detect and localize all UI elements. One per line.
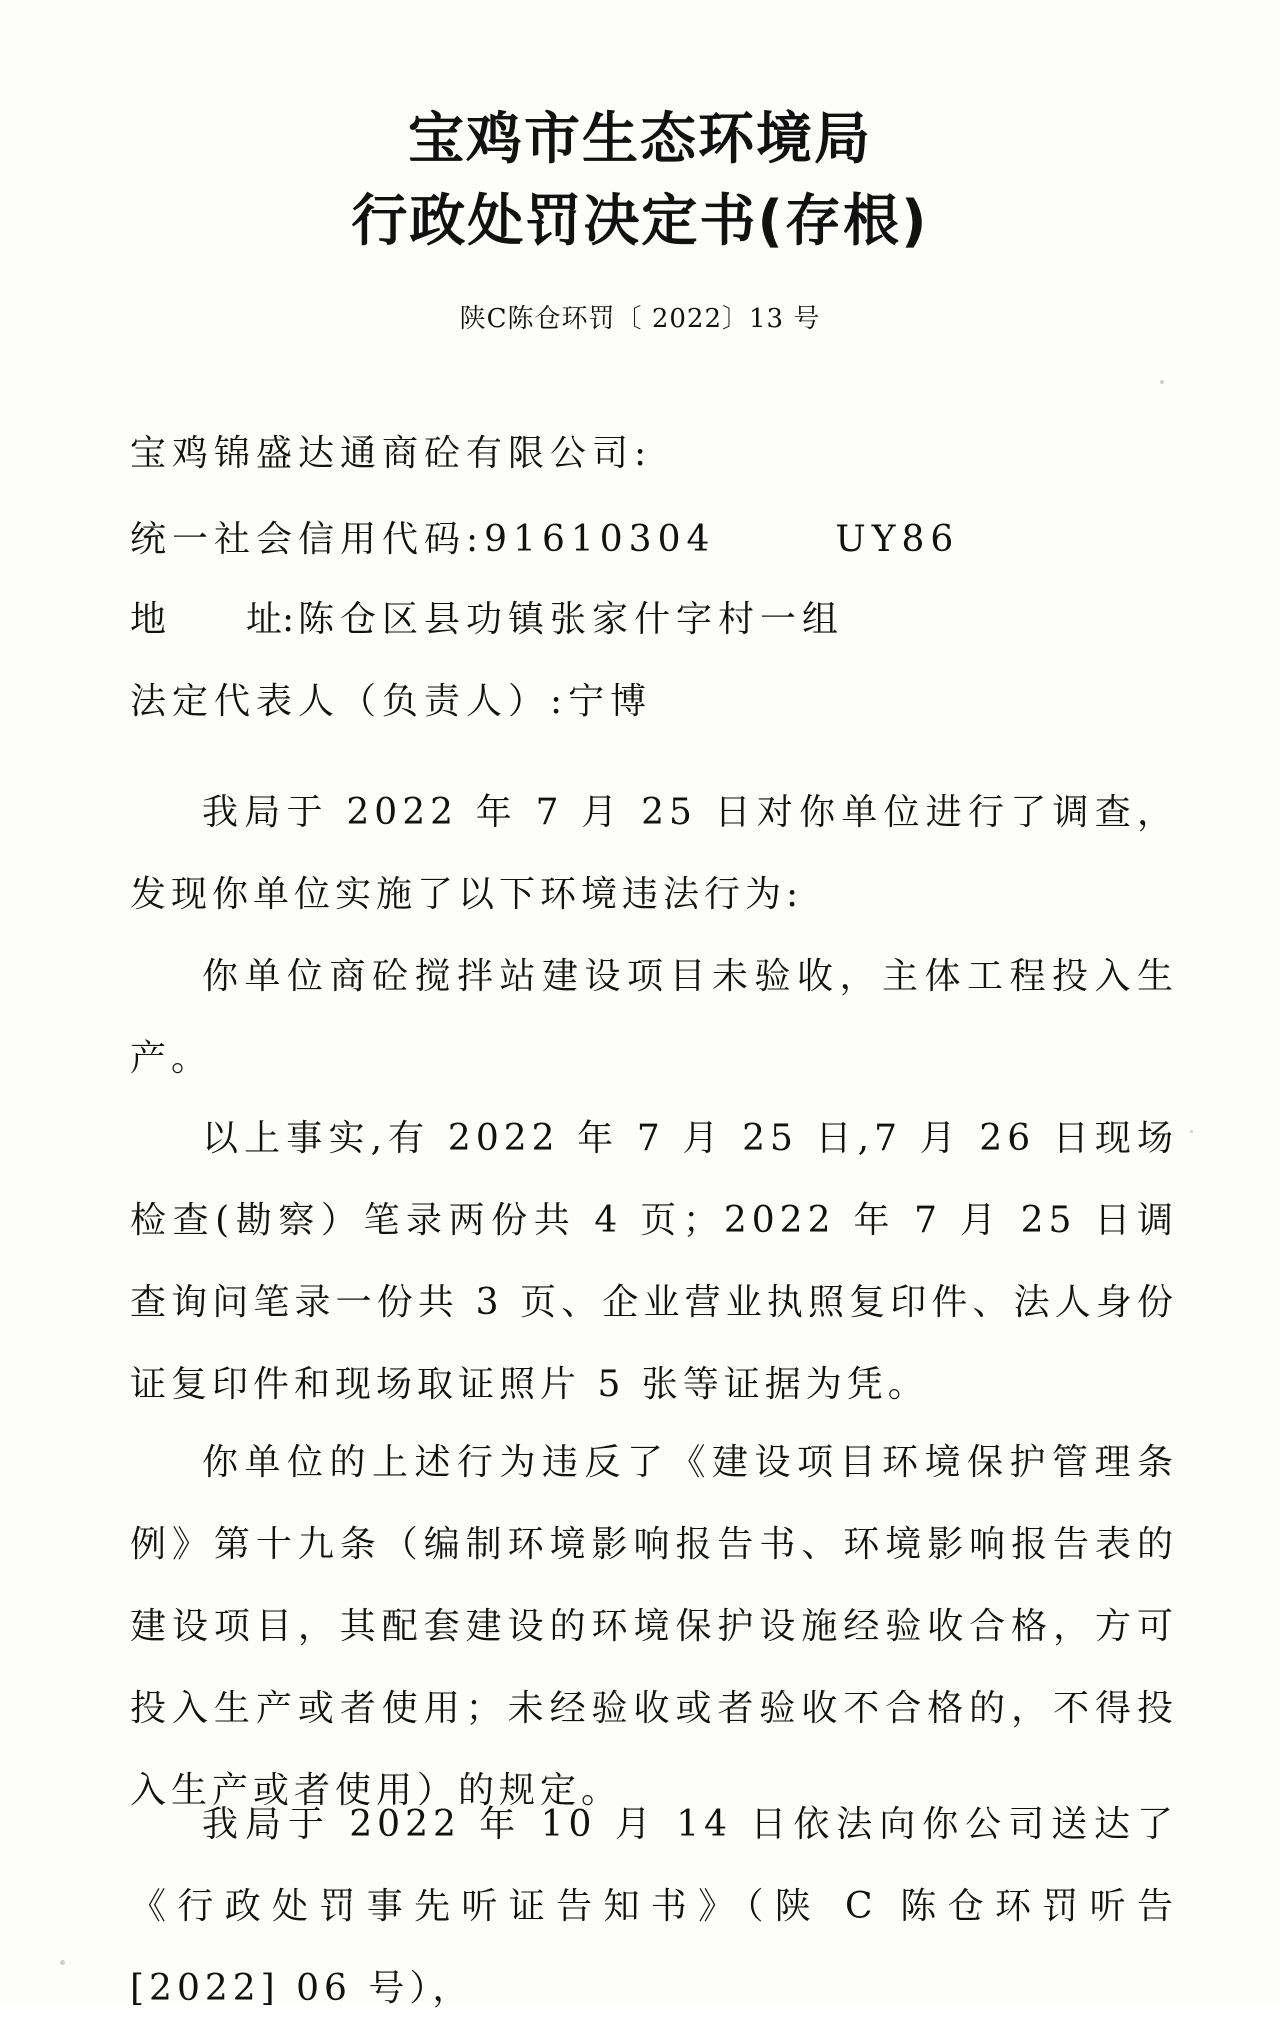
- credit-code-part2: UY86: [835, 519, 960, 560]
- paragraph-investigation: 我局于 2022 年 7 月 25 日对你单位进行了调查，发现你单位实施了以下环境违法行为:: [130, 792, 1178, 915]
- recipient-company: 宝鸡锦盛达通商砼有限公司:: [130, 433, 653, 474]
- document-title-type: 行政处罚决定书(存根): [351, 189, 929, 254]
- credit-code-label: 统一社会信用代码:: [130, 519, 485, 560]
- document-number: 陕C陈仓环罚〔 2022〕13 号: [459, 304, 821, 334]
- legal-rep-value: 宁博: [568, 681, 653, 722]
- address-label: [130, 599, 298, 640]
- paragraph-hearing-notice: 我局于 2022 年 10 月 14 日依法向你公司送达了《行政处罚事先听证告知书》（陕 C 陈仓环罚听告 [2022] 06 号），: [130, 1804, 1178, 2009]
- scan-speck: [60, 1960, 65, 1965]
- scan-speck: [1160, 380, 1164, 384]
- document-title-agency: 宝鸡市生态环境局: [408, 107, 872, 172]
- address-value: 陈仓区县功镇张家什字村一组: [298, 599, 845, 640]
- address-label-char1: 地: [130, 599, 167, 640]
- legal-rep-label: 法定代表人（负责人）:: [130, 681, 569, 722]
- address-label-char2: 址:: [246, 599, 295, 640]
- address-line: [130, 599, 845, 640]
- paragraph-regulation: 你单位的上述行为违反了《建设项目环境保护管理条例》第十九条（编制环境影响报告书、环境影响报告表的建设项目，其配套建设的环境保护设施经验收合格，方可投入生产或者使用；未经验收或者验收不合格的，不得投入生产或者使用）的规定。: [130, 1442, 1178, 1811]
- credit-code-part1: 91610304: [484, 519, 716, 560]
- paragraph-evidence: 以上事实,有 2022 年 7 月 25 日,7 月 26 日现场检查(勘察）笔录两份共 4 页；2022 年 7 月 25 日调查询问笔录一份共 3 页、企业营业执照复印件、法人身份证复印件和现场取证照片 5 张等证据为凭。: [130, 1118, 1178, 1405]
- legal-rep-line: [130, 681, 653, 722]
- scan-speck: [1190, 1130, 1193, 1133]
- paragraph-violation: 你单位商砼搅拌站建设项目未验收，主体工程投入生产。: [130, 956, 1178, 1079]
- credit-code-line: [130, 519, 960, 560]
